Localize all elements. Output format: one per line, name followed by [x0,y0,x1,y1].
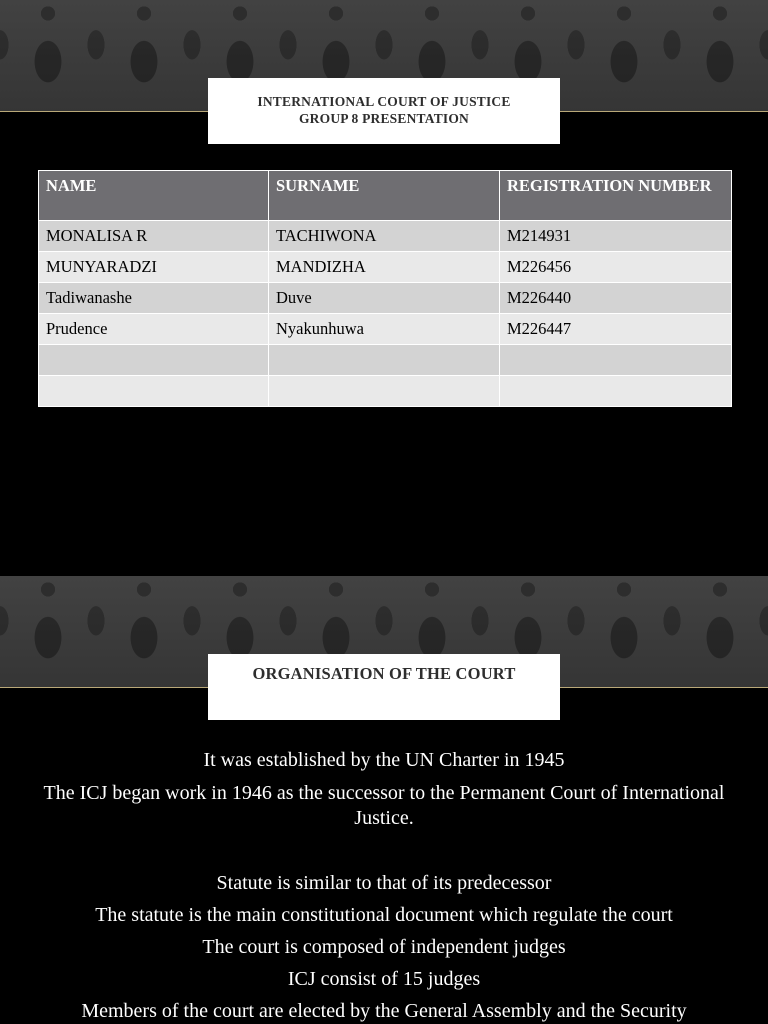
cell-name: Tadiwanashe [39,283,269,314]
table-row [39,283,732,314]
bullet-text: It was established by the UN Charter in 1945 [203,749,565,771]
slide-title-line-2: GROUP 8 PRESENTATION [298,111,470,126]
cell-registration [500,376,732,407]
cell-registration: M226440 [500,283,732,314]
table-row-empty [39,345,732,376]
members-table [38,170,732,407]
cell-registration: M226447 [500,314,732,345]
bullet-text: The statute is the main constitutional document which regulate the court [95,904,673,926]
bullet-text: The ICJ began work in 1946 as the successor to the Permanent Court of International Justice. [43,782,725,829]
table-row-empty [39,376,732,407]
cell-name [39,376,269,407]
cell-surname [269,345,500,376]
table-row [39,314,732,345]
cell-name: MUNYARADZI [39,252,269,283]
header-surname: SURNAME [269,171,500,221]
slide-title: ORGANISATION OF THE COURT [252,664,516,683]
bullet-text: Members of the court are elected by the General Assembly and the Security [81,1000,687,1022]
bullet-text: ICJ consist of 15 judges [287,968,481,990]
slide-title-box [208,78,560,144]
slide-body [40,748,728,1024]
bullet-text: The court is composed of independent judges [202,936,566,958]
cell-surname: TACHIWONA [269,221,500,252]
table-header-row [39,171,732,221]
header-name: NAME [39,171,269,221]
table-row [39,252,732,283]
slide-title-line-1: INTERNATIONAL COURT OF JUSTICE [257,94,511,109]
slide-title-box [208,654,560,720]
cell-surname: Duve [269,283,500,314]
cell-surname: MANDIZHA [269,252,500,283]
cell-name [39,345,269,376]
slide-2 [0,576,768,1024]
cell-name: MONALISA R [39,221,269,252]
header-registration-number: REGISTRATION NUMBER [500,171,732,221]
cell-registration [500,345,732,376]
table-row [39,221,732,252]
cell-registration: M214931 [500,221,732,252]
bullet-text: Statute is similar to that of its predecessor [216,872,552,894]
cell-name: Prudence [39,314,269,345]
cell-registration: M226456 [500,252,732,283]
cell-surname: Nyakunhuwa [269,314,500,345]
cell-surname [269,376,500,407]
